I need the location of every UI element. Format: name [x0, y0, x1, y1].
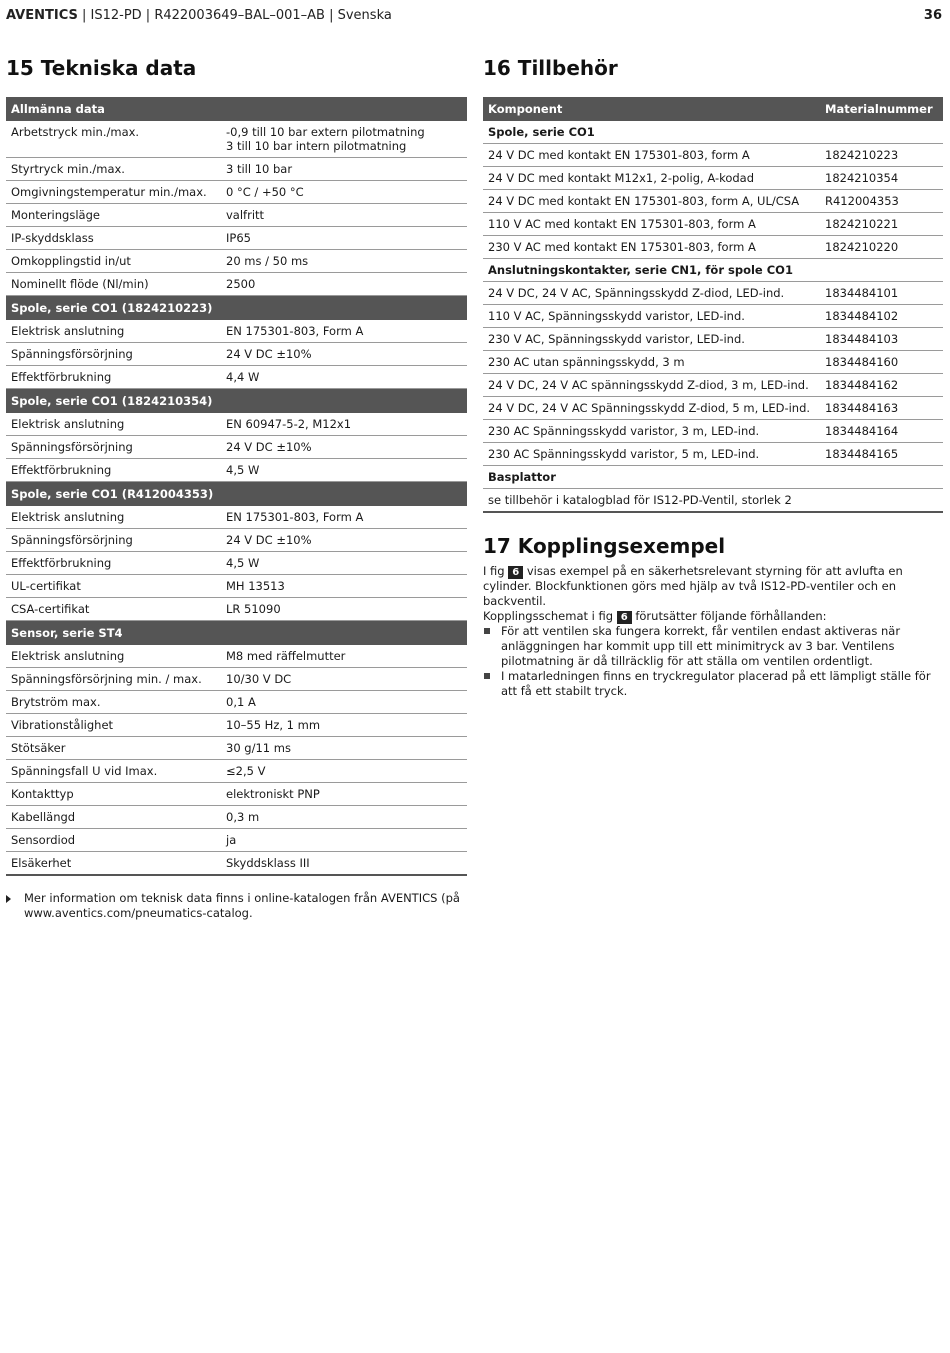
cell-value: 1834484103	[820, 328, 943, 351]
square-bullet-icon	[484, 628, 490, 634]
table-row	[6, 691, 467, 714]
cell-value: M8 med räffelmutter	[221, 645, 467, 668]
cell-label: 230 AC Spänningsskydd varistor, 5 m, LED-ind.	[483, 443, 820, 466]
cell-value: EN 175301-803, Form A	[221, 506, 467, 529]
cell-label: Spole, serie CO1	[483, 121, 820, 144]
table-row	[483, 190, 943, 213]
cell-label: Spänningsfall U vid Imax.	[6, 760, 221, 783]
cell-value	[221, 482, 467, 506]
cell-label: Spole, serie CO1 (1824210223)	[6, 296, 221, 320]
page-number: 36	[923, 8, 942, 23]
table-row	[483, 213, 943, 236]
cell-label: Spänningsförsörjning	[6, 529, 221, 552]
section-15-title: 15 Tekniska data	[6, 56, 197, 80]
table-row	[6, 852, 467, 876]
paragraph-1-text: visas exempel på en säkerhetsrelevant styrning för att avlufta en cylinder. Blockfunktionen görs med hjälp av två IS12-PD-ventiler och en backventil.	[483, 564, 903, 608]
cell-value: 1834484101	[820, 282, 943, 305]
cell-value: 1834484163	[820, 397, 943, 420]
cell-value: MH 13513	[221, 575, 467, 598]
cell-label: CSA-certifikat	[6, 598, 221, 621]
table-row	[6, 121, 467, 158]
cell-label: Effektförbrukning	[6, 459, 221, 482]
table-row	[6, 250, 467, 273]
cell-label: 230 V AC, Spänningsskydd varistor, LED-ind.	[483, 328, 820, 351]
conditions-list	[483, 624, 945, 699]
cell-label: Stötsäker	[6, 737, 221, 760]
cell-value: 24 V DC ±10%	[221, 343, 467, 366]
catalog-note-text: Mer information om teknisk data finns i online-katalogen från AVENTICS (på www.aventics.com/pneumatics-catalog.	[24, 891, 460, 920]
cell-label: Monteringsläge	[6, 204, 221, 227]
table-row	[6, 552, 467, 575]
cell-label: 230 AC utan spänningsskydd, 3 m	[483, 351, 820, 374]
cell-value: LR 51090	[221, 598, 467, 621]
cell-value: EN 60947-5-2, M12x1	[221, 413, 467, 436]
table-row	[483, 443, 943, 466]
cell-value: -0,9 till 10 bar extern pilotmatning 3 till 10 bar intern pilotmatning	[221, 121, 467, 158]
cell-value: 1834484165	[820, 443, 943, 466]
brand-name: AVENTICS	[6, 8, 78, 23]
table-row	[6, 366, 467, 389]
cell-value: 4,5 W	[221, 459, 467, 482]
table-row	[483, 236, 943, 259]
cell-value: 1824210223	[820, 144, 943, 167]
cell-value: 4,4 W	[221, 366, 467, 389]
table-row	[6, 714, 467, 737]
cell-label: Spole, serie CO1 (1824210354)	[6, 389, 221, 413]
cell-value: valfritt	[221, 204, 467, 227]
cell-label: Brytström max.	[6, 691, 221, 714]
cell-value: 24 V DC ±10%	[221, 436, 467, 459]
cell-label: Spänningsförsörjning	[6, 436, 221, 459]
cell-label: IP-skyddsklass	[6, 227, 221, 250]
cell-value	[221, 97, 467, 121]
table-header-row	[6, 389, 467, 413]
cell-label: UL-certifikat	[6, 575, 221, 598]
table-row	[6, 158, 467, 181]
square-bullet-icon	[484, 673, 490, 679]
cell-value: Materialnummer	[820, 97, 943, 121]
table-row	[6, 273, 467, 296]
table-row	[483, 305, 943, 328]
cell-value: 10/30 V DC	[221, 668, 467, 691]
cell-value: 1834484164	[820, 420, 943, 443]
cell-label: Spänningsförsörjning min. / max.	[6, 668, 221, 691]
section-16-title: 16 Tillbehör	[483, 56, 618, 80]
table-row	[6, 645, 467, 668]
cell-value: 1834484162	[820, 374, 943, 397]
table-row	[483, 420, 943, 443]
paragraph-1	[483, 564, 945, 609]
cell-label: 110 V AC med kontakt EN 175301-803, form A	[483, 213, 820, 236]
table-row	[483, 144, 943, 167]
paragraph-2-lead: Kopplingsschemat i fig	[483, 609, 617, 623]
cell-value: 20 ms / 50 ms	[221, 250, 467, 273]
cell-label: 110 V AC, Spänningsskydd varistor, LED-ind.	[483, 305, 820, 328]
cell-label: Omgivningstemperatur min./max.	[6, 181, 221, 204]
table-row	[6, 598, 467, 621]
cell-label: Effektförbrukning	[6, 552, 221, 575]
cell-label: Elsäkerhet	[6, 852, 221, 876]
catalog-note	[6, 891, 466, 921]
table-row	[6, 529, 467, 552]
table-row	[483, 374, 943, 397]
cell-value: ja	[221, 829, 467, 852]
cell-label: Arbetstryck min./max.	[6, 121, 221, 158]
cell-value	[820, 259, 943, 282]
section-17-body	[483, 564, 945, 699]
document-id: | IS12-PD | R422003649–BAL–001–AB | Svenska	[77, 8, 392, 23]
cell-value	[820, 489, 943, 513]
table-row	[483, 397, 943, 420]
cell-value	[221, 296, 467, 320]
cell-value: 1824210220	[820, 236, 943, 259]
cell-label: Elektrisk anslutning	[6, 320, 221, 343]
table-row	[6, 436, 467, 459]
cell-value: 30 g/11 ms	[221, 737, 467, 760]
cell-label: Basplattor	[483, 466, 820, 489]
table-row	[6, 806, 467, 829]
cell-label: Nominellt flöde (Nl/min)	[6, 273, 221, 296]
cell-label: Sensor, serie ST4	[6, 621, 221, 645]
cell-label: 24 V DC med kontakt EN 175301-803, form A, UL/CSA	[483, 190, 820, 213]
cell-label: Kabellängd	[6, 806, 221, 829]
table-group-row	[483, 121, 943, 144]
cell-value: elektroniskt PNP	[221, 783, 467, 806]
cell-label: Anslutningskontakter, serie CN1, för spole CO1	[483, 259, 820, 282]
list-item-text: I matarledningen finns en tryckregulator placerad på ett lämpligt ställe för att få ett stabilt tryck.	[501, 669, 931, 698]
table-row	[6, 829, 467, 852]
table-row	[483, 351, 943, 374]
cell-value: R412004353	[820, 190, 943, 213]
table-row	[6, 204, 467, 227]
cell-value: 24 V DC ±10%	[221, 529, 467, 552]
cell-label: Effektförbrukning	[6, 366, 221, 389]
cell-value: 10–55 Hz, 1 mm	[221, 714, 467, 737]
cell-label: Elektrisk anslutning	[6, 645, 221, 668]
cell-label: Spole, serie CO1 (R412004353)	[6, 482, 221, 506]
cell-label: Vibrationstålighet	[6, 714, 221, 737]
table-row	[483, 489, 943, 513]
cell-value: 1824210221	[820, 213, 943, 236]
table-row	[483, 167, 943, 190]
table-row	[6, 783, 467, 806]
cell-value: IP65	[221, 227, 467, 250]
cell-label: 24 V DC, 24 V AC, Spänningsskydd Z-diod, LED-ind.	[483, 282, 820, 305]
table-row	[6, 737, 467, 760]
table-row	[6, 343, 467, 366]
table-row	[6, 459, 467, 482]
paragraph-2-text: förutsätter följande förhållanden:	[631, 609, 827, 623]
cell-label: se tillbehör i katalogblad för IS12-PD-Ventil, storlek 2	[483, 489, 820, 513]
cell-value	[820, 121, 943, 144]
table-header-row	[6, 482, 467, 506]
table-header-row	[6, 621, 467, 645]
table-header-row	[6, 296, 467, 320]
table-row	[6, 181, 467, 204]
section-17-title: 17 Kopplingsexempel	[483, 534, 726, 558]
cell-value	[221, 621, 467, 645]
list-item-text: För att ventilen ska fungera korrekt, får ventilen endast aktiveras när anläggningen har kommit upp till ett minimitryck av 3 bar. Ventilens pilotmatning är då tillräcklig för att ställa om ventilen ordentligt.	[501, 624, 901, 668]
cell-value	[820, 466, 943, 489]
table-row	[6, 760, 467, 783]
table-row	[6, 227, 467, 250]
cell-label: 24 V DC, 24 V AC spänningsskydd Z-diod, 3 m, LED-ind.	[483, 374, 820, 397]
cell-label: 24 V DC, 24 V AC Spänningsskydd Z-diod, 5 m, LED-ind.	[483, 397, 820, 420]
cell-value: 2500	[221, 273, 467, 296]
table-row	[6, 575, 467, 598]
cell-value: 4,5 W	[221, 552, 467, 575]
cell-value: 0,3 m	[221, 806, 467, 829]
cell-label: Styrtryck min./max.	[6, 158, 221, 181]
cell-value: 1834484160	[820, 351, 943, 374]
cell-value: ≤2,5 V	[221, 760, 467, 783]
table-row	[483, 282, 943, 305]
cell-label: Elektrisk anslutning	[6, 506, 221, 529]
cell-label: Komponent	[483, 97, 820, 121]
cell-value: Skyddsklass III	[221, 852, 467, 876]
cell-label: 230 AC Spänningsskydd varistor, 3 m, LED-ind.	[483, 420, 820, 443]
technical-data-table	[6, 97, 467, 876]
cell-value: EN 175301-803, Form A	[221, 320, 467, 343]
table-row	[6, 506, 467, 529]
cell-value: 0 °C / +50 °C	[221, 181, 467, 204]
cell-label: 24 V DC med kontakt EN 175301-803, form A	[483, 144, 820, 167]
list-item	[483, 669, 945, 699]
table-row	[6, 668, 467, 691]
cell-value: 3 till 10 bar	[221, 158, 467, 181]
cell-label: Spänningsförsörjning	[6, 343, 221, 366]
cell-label: Allmänna data	[6, 97, 221, 121]
table-row	[483, 328, 943, 351]
cell-label: Sensordiod	[6, 829, 221, 852]
table-row	[6, 413, 467, 436]
table-group-row	[483, 466, 943, 489]
cell-value	[221, 389, 467, 413]
table-header-row	[483, 97, 943, 121]
running-header	[6, 8, 392, 23]
accessories-table	[483, 97, 943, 513]
list-item	[483, 624, 945, 669]
cell-label: 24 V DC med kontakt M12x1, 2-polig, A-kodad	[483, 167, 820, 190]
paragraph-1-lead: I fig	[483, 564, 509, 578]
cell-label: Elektrisk anslutning	[6, 413, 221, 436]
table-header-row	[6, 97, 467, 121]
table-row	[6, 320, 467, 343]
arrow-bullet-icon	[6, 895, 11, 903]
figure-ref: 6	[508, 566, 523, 579]
figure-ref: 6	[617, 611, 632, 624]
cell-value: 1834484102	[820, 305, 943, 328]
cell-value: 1824210354	[820, 167, 943, 190]
cell-value: 0,1 A	[221, 691, 467, 714]
cell-label: Omkopplingstid in/ut	[6, 250, 221, 273]
cell-label: Kontakttyp	[6, 783, 221, 806]
table-group-row	[483, 259, 943, 282]
cell-label: 230 V AC med kontakt EN 175301-803, form A	[483, 236, 820, 259]
paragraph-2	[483, 609, 945, 624]
